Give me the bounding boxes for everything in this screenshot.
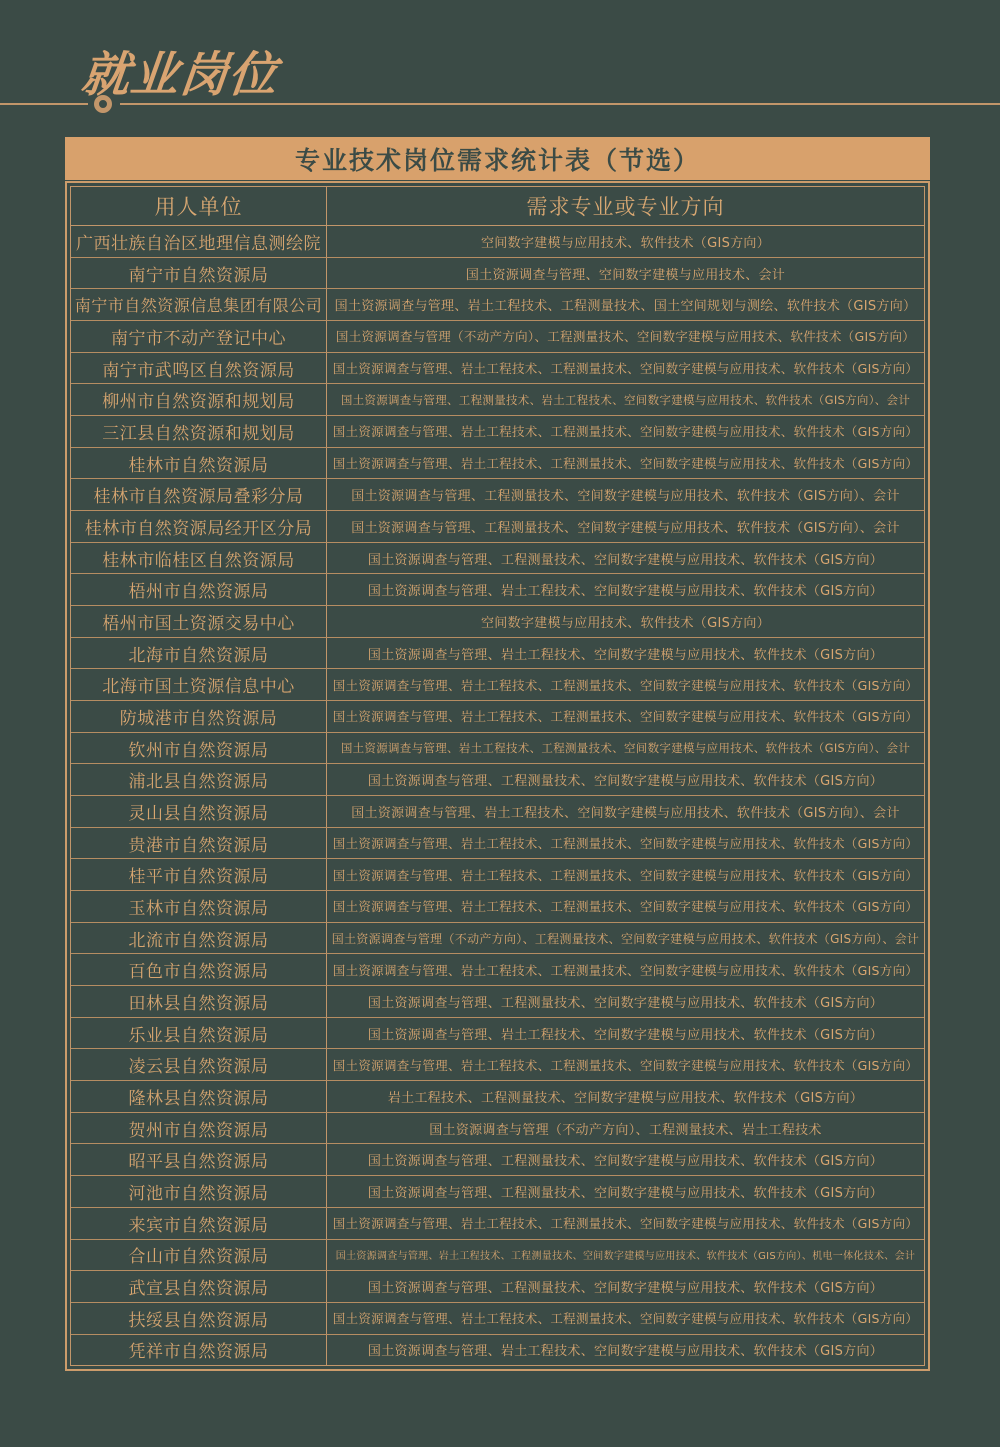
header-divider-line-left: [0, 103, 88, 105]
employer-cell: 柳州市自然资源和规划局: [71, 384, 327, 415]
majors-cell: 国土资源调查与管理、工程测量技术、空间数字建模与应用技术、软件技术（GIS方向）: [367, 995, 884, 1011]
employer-cell: 田林县自然资源局: [71, 986, 327, 1017]
table-header-row: [71, 187, 924, 226]
table-row: [71, 1144, 924, 1176]
header-divider-ring-ornament: [94, 95, 112, 113]
employer-cell: 玉林市自然资源局: [71, 891, 327, 922]
majors-cell: 国土资源调查与管理、岩土工程技术、工程测量技术、空间数字建模与应用技术、软件技术（GIS方向）: [332, 1057, 919, 1073]
table-row: [71, 448, 924, 480]
table-row: [71, 416, 924, 448]
employer-cell: 合山市自然资源局: [71, 1240, 327, 1271]
employer-cell: 南宁市自然资源局: [71, 258, 327, 289]
table-row: [71, 859, 924, 891]
employer-cell: 凭祥市自然资源局: [71, 1335, 327, 1366]
employer-cell: 扶绥县自然资源局: [71, 1303, 327, 1334]
table-row: [71, 986, 924, 1018]
table-row: [71, 733, 924, 765]
table-row: [71, 1018, 924, 1050]
majors-cell: 国土资源调查与管理、工程测量技术、岩土工程技术、空间数字建模与应用技术、软件技术（GIS方向）、会计: [340, 392, 911, 407]
table-row: [71, 511, 924, 543]
majors-cell: 国土资源调查与管理、岩土工程技术、空间数字建模与应用技术、软件技术（GIS方向）: [367, 647, 884, 663]
majors-cell: 国土资源调查与管理（不动产方向）、工程测量技术、空间数字建模与应用技术、软件技术（GIS方向）、会计: [331, 931, 920, 946]
column-header-majors: 需求专业或专业方向: [526, 195, 725, 219]
table-row: [71, 543, 924, 575]
employer-cell: 浦北县自然资源局: [71, 764, 327, 795]
employer-cell: 梧州市自然资源局: [71, 574, 327, 605]
table-row: [71, 891, 924, 923]
table-row: [71, 764, 924, 796]
majors-cell: 国土资源调查与管理、工程测量技术、空间数字建模与应用技术、软件技术（GIS方向）: [367, 1281, 884, 1296]
employer-cell: 百色市自然资源局: [71, 954, 327, 985]
majors-cell: 国土资源调查与管理、岩土工程技术、空间数字建模与应用技术、软件技术（GIS方向）: [367, 1027, 884, 1043]
employer-cell: 北流市自然资源局: [71, 923, 327, 954]
majors-cell: 国土资源调查与管理、岩土工程技术、工程测量技术、空间数字建模与应用技术、软件技术（GIS方向）: [332, 1311, 919, 1327]
positions-table: [65, 181, 930, 1371]
majors-cell: 国土资源调查与管理、工程测量技术、空间数字建模与应用技术、软件技术（GIS方向）: [367, 1185, 884, 1201]
table-row: [71, 258, 924, 290]
table-row: [71, 226, 924, 258]
employer-cell: 来宾市自然资源局: [71, 1208, 327, 1239]
majors-cell: 岩土工程技术、工程测量技术、空间数字建模与应用技术、软件技术（GIS方向）: [387, 1090, 864, 1106]
employer-cell: 防城港市自然资源局: [71, 701, 327, 732]
employer-cell: 桂平市自然资源局: [71, 859, 327, 890]
majors-cell: 国土资源调查与管理、岩土工程技术、工程测量技术、空间数字建模与应用技术、软件技术（GIS方向）、会计: [340, 741, 911, 756]
majors-cell: 国土资源调查与管理、岩土工程技术、空间数字建模与应用技术、软件技术（GIS方向）: [367, 1344, 884, 1360]
table-row: [71, 1240, 924, 1272]
majors-cell: 国土资源调查与管理、岩土工程技术、工程测量技术、国土空间规划与测绘、软件技术（GIS方向）: [334, 299, 917, 315]
employer-cell: 三江县自然资源和规划局: [71, 416, 327, 447]
majors-cell: 国土资源调查与管理、岩土工程技术、工程测量技术、空间数字建模与应用技术、软件技术（GIS方向）: [332, 1216, 919, 1232]
table-row: [71, 1176, 924, 1208]
table-row: [71, 828, 924, 860]
employer-cell: 凌云县自然资源局: [71, 1049, 327, 1080]
table-row: [71, 1113, 924, 1145]
table-row: [71, 384, 924, 416]
majors-cell: 空间数字建模与应用技术、软件技术（GIS方向）: [480, 615, 771, 631]
table-row: [71, 1303, 924, 1335]
table-body: [71, 226, 924, 1365]
majors-cell: 国土资源调查与管理、工程测量技术、空间数字建模与应用技术、软件技术（GIS方向）、会计: [351, 489, 900, 505]
majors-cell: 国土资源调查与管理、岩土工程技术、空间数字建模与应用技术、软件技术（GIS方向）: [367, 584, 884, 600]
table-row: [71, 321, 924, 353]
table-row: [71, 923, 924, 955]
employer-cell: 隆林县自然资源局: [71, 1081, 327, 1112]
majors-cell: 国土资源调查与管理、岩土工程技术、工程测量技术、空间数字建模与应用技术、软件技术（GIS方向）: [332, 709, 919, 725]
majors-cell: 国土资源调查与管理、岩土工程技术、工程测量技术、空间数字建模与应用技术、软件技术（GIS方向）: [332, 836, 919, 852]
employer-cell: 灵山县自然资源局: [71, 796, 327, 827]
majors-cell: 国土资源调查与管理、岩土工程技术、工程测量技术、空间数字建模与应用技术、软件技术（GIS方向）: [332, 424, 919, 440]
employer-cell: 梧州市国土资源交易中心: [71, 606, 327, 637]
employer-cell: 桂林市自然资源局经开区分局: [71, 511, 327, 542]
table-row: [71, 479, 924, 511]
table-row: [71, 289, 924, 321]
majors-cell: 空间数字建模与应用技术、软件技术（GIS方向）: [480, 235, 771, 251]
employer-cell: 乐业县自然资源局: [71, 1018, 327, 1049]
table-row: [71, 1081, 924, 1113]
majors-cell: 国土资源调查与管理、岩土工程技术、工程测量技术、空间数字建模与应用技术、软件技术（GIS方向）: [332, 899, 919, 915]
table-row: [71, 954, 924, 986]
majors-cell: 国土资源调查与管理、岩土工程技术、工程测量技术、空间数字建模与应用技术、软件技术（GIS方向）: [332, 677, 919, 693]
table-row: [71, 606, 924, 638]
majors-cell: 国土资源调查与管理、岩土工程技术、工程测量技术、空间数字建模与应用技术、软件技术（GIS方向）: [332, 962, 919, 978]
column-header-employer: 用人单位: [71, 187, 327, 225]
table-row: [71, 353, 924, 385]
majors-cell: 国土资源调查与管理、岩土工程技术、工程测量技术、空间数字建模与应用技术、软件技术（GIS方向）: [332, 456, 919, 472]
table-row: [71, 1208, 924, 1240]
table-row: [71, 796, 924, 828]
majors-cell: 国土资源调查与管理、岩土工程技术、工程测量技术、空间数字建模与应用技术、软件技术（GIS方向）、机电一体化技术、会计: [335, 1251, 916, 1263]
table-title-banner: [65, 137, 930, 180]
majors-cell: 国土资源调查与管理（不动产方向）、工程测量技术、岩土工程技术: [429, 1122, 822, 1138]
employer-cell: 贺州市自然资源局: [71, 1113, 327, 1144]
employer-cell: 南宁市自然资源信息集团有限公司: [71, 289, 327, 320]
table-row: [71, 1335, 924, 1366]
majors-cell: 国土资源调查与管理、工程测量技术、空间数字建模与应用技术、软件技术（GIS方向）: [367, 552, 884, 568]
employer-cell: 桂林市自然资源局: [71, 448, 327, 479]
employer-cell: 桂林市临桂区自然资源局: [71, 543, 327, 574]
employer-cell: 南宁市武鸣区自然资源局: [71, 353, 327, 384]
employer-cell: 南宁市不动产登记中心: [71, 321, 327, 352]
majors-cell: 国土资源调查与管理、岩土工程技术、工程测量技术、空间数字建模与应用技术、软件技术（GIS方向）: [332, 867, 919, 883]
majors-cell: 国土资源调查与管理、空间数字建模与应用技术、会计: [465, 267, 786, 283]
employer-cell: 北海市自然资源局: [71, 638, 327, 669]
majors-cell: 国土资源调查与管理、工程测量技术、空间数字建模与应用技术、软件技术（GIS方向）: [367, 1154, 884, 1170]
table-row: [71, 1271, 924, 1303]
employer-cell: 武宣县自然资源局: [71, 1271, 327, 1302]
employer-cell: 桂林市自然资源局叠彩分局: [71, 479, 327, 510]
table-row: [71, 701, 924, 733]
header-divider-line-right: [120, 103, 1000, 105]
majors-cell: 国土资源调查与管理（不动产方向）、工程测量技术、空间数字建模与应用技术、软件技术（GIS方向）: [335, 329, 916, 345]
page-title: 就业岗位: [78, 47, 281, 103]
majors-cell: 国土资源调查与管理、工程测量技术、空间数字建模与应用技术、软件技术（GIS方向）: [367, 774, 884, 790]
majors-cell: 国土资源调查与管理、岩土工程技术、空间数字建模与应用技术、软件技术（GIS方向）、会计: [351, 805, 900, 821]
table-title: 专业技术岗位需求统计表（节选）: [294, 145, 700, 175]
table-row: [71, 1049, 924, 1081]
table-row: [71, 574, 924, 606]
employer-cell: 北海市国土资源信息中心: [71, 669, 327, 700]
employer-cell: 贵港市自然资源局: [71, 828, 327, 859]
table-row: [71, 669, 924, 701]
majors-cell: 国土资源调查与管理、工程测量技术、空间数字建模与应用技术、软件技术（GIS方向）、会计: [351, 520, 900, 536]
majors-cell: 国土资源调查与管理、岩土工程技术、工程测量技术、空间数字建模与应用技术、软件技术（GIS方向）: [332, 361, 919, 377]
employer-cell: 昭平县自然资源局: [71, 1144, 327, 1175]
employer-cell: 广西壮族自治区地理信息测绘院: [71, 226, 327, 257]
table-row: [71, 638, 924, 670]
employer-cell: 钦州市自然资源局: [71, 733, 327, 764]
employer-cell: 河池市自然资源局: [71, 1176, 327, 1207]
